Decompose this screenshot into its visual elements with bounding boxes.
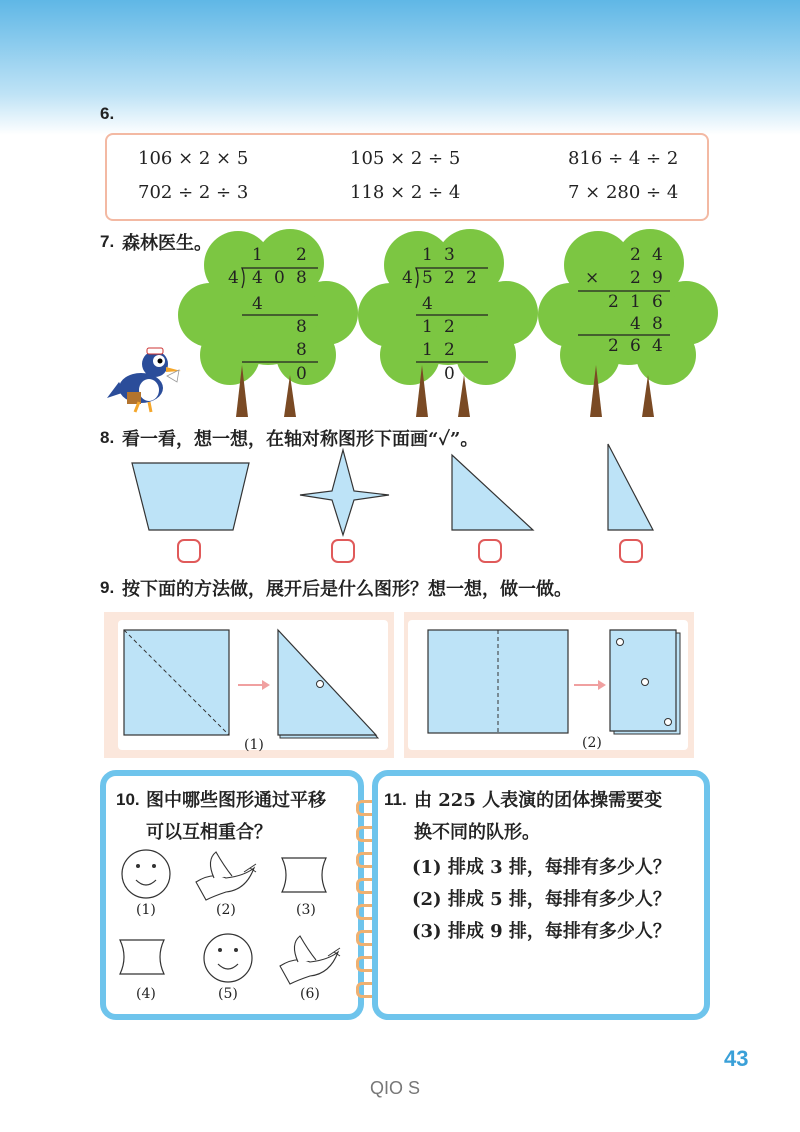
t3-op: × bbox=[585, 268, 600, 288]
q9-title: 按下面的方法做，展开后是什么图形？想一想，做一做。 bbox=[122, 579, 572, 600]
q10-label-5: (5) bbox=[218, 986, 238, 1002]
q10-line1: 图中哪些图形通过平移 bbox=[146, 790, 326, 811]
q9-number: 9. bbox=[100, 578, 115, 597]
t3-res1: 2 bbox=[608, 336, 619, 356]
q6-expr-4: 702 ÷ 2 ÷ 3 bbox=[138, 182, 249, 203]
q11-line1: 由 225 人表演的团体操需要变 bbox=[414, 790, 663, 811]
t2-step3a: 1 bbox=[422, 340, 433, 360]
t2-d3: 2 bbox=[466, 268, 477, 288]
q6-number: 6. bbox=[100, 104, 115, 123]
t3-top1: 2 bbox=[630, 245, 641, 265]
t1-step3: 8 bbox=[296, 340, 307, 360]
q10-label-6: (6) bbox=[300, 986, 320, 1002]
page-number: 43 bbox=[724, 1046, 749, 1071]
rolled-sheet-2 bbox=[120, 940, 164, 974]
q6-expr-6: 7 × 280 ÷ 4 bbox=[568, 182, 679, 203]
q7-title: 森林医生。 bbox=[122, 233, 212, 254]
q10-number: 10. bbox=[116, 790, 140, 809]
t3-r1b: 1 bbox=[630, 292, 641, 312]
rolled-sheet-1 bbox=[282, 858, 326, 892]
t2-remainder: 0 bbox=[444, 364, 455, 384]
q11-sub-1: (1) 排成 3 排，每排有多少人？ bbox=[412, 857, 671, 878]
t3-r1a: 2 bbox=[608, 292, 619, 312]
dove-1 bbox=[196, 852, 256, 900]
dove-2 bbox=[280, 936, 340, 984]
t1-q1: 1 bbox=[252, 245, 263, 265]
q7-number: 7. bbox=[100, 232, 115, 251]
t1-d2: 0 bbox=[274, 268, 285, 288]
watermark-text: QIO S bbox=[370, 1078, 421, 1098]
t3-r2a: 4 bbox=[630, 314, 641, 334]
smiley-face-1 bbox=[122, 850, 170, 898]
q8-title: 看一看，想一想，在轴对称图形下面画“✓”。 bbox=[122, 429, 479, 450]
t3-res3: 4 bbox=[652, 336, 663, 356]
t2-step3b: 2 bbox=[444, 340, 455, 360]
q10-label-3: (3) bbox=[296, 902, 316, 918]
t3-m1: 2 bbox=[630, 268, 641, 288]
t2-step2a: 1 bbox=[422, 317, 433, 337]
t3-res2: 6 bbox=[630, 336, 641, 356]
q10-line2: 可以互相重合？ bbox=[146, 822, 272, 843]
t3-r1c: 6 bbox=[652, 292, 663, 312]
q8-number: 8. bbox=[100, 428, 115, 447]
t1-q2: 2 bbox=[296, 245, 307, 265]
t1-d1: 4 bbox=[252, 268, 263, 288]
t1-remainder: 0 bbox=[296, 364, 307, 384]
t2-divisor: 4 bbox=[402, 268, 413, 288]
t1-divisor: 4 bbox=[228, 268, 239, 288]
q10-label-2: (2) bbox=[216, 902, 236, 918]
q6-expr-2: 105 × 2 ÷ 5 bbox=[350, 148, 461, 169]
t2-q2: 3 bbox=[444, 245, 455, 265]
q11-sub-2: (2) 排成 5 排，每排有多少人？ bbox=[412, 889, 671, 910]
t2-d1: 5 bbox=[422, 268, 433, 288]
q6-expr-3: 816 ÷ 4 ÷ 2 bbox=[568, 148, 679, 169]
t2-step1: 4 bbox=[422, 294, 433, 314]
q9-label-2: (2) bbox=[582, 735, 602, 751]
t2-d2: 2 bbox=[444, 268, 455, 288]
t1-step1: 4 bbox=[252, 294, 263, 314]
q6-expr-1: 106 × 2 × 5 bbox=[138, 148, 249, 169]
t1-step2: 8 bbox=[296, 317, 307, 337]
q11-number: 11. bbox=[384, 790, 407, 809]
q6-expr-5: 118 × 2 ÷ 4 bbox=[350, 182, 461, 203]
q9-label-1: (1) bbox=[244, 737, 264, 753]
q11-sub-3: (3) 排成 9 排，每排有多少人？ bbox=[412, 921, 671, 942]
t2-step2b: 2 bbox=[444, 317, 455, 337]
smiley-face-2 bbox=[204, 934, 252, 982]
t2-q1: 1 bbox=[422, 245, 433, 265]
q10-label-4: (4) bbox=[136, 986, 156, 1002]
t3-m2: 9 bbox=[652, 268, 663, 288]
t1-d3: 8 bbox=[296, 268, 307, 288]
t3-r2b: 8 bbox=[652, 314, 663, 334]
q11-line2: 换不同的队形。 bbox=[414, 822, 540, 843]
q10-label-1: (1) bbox=[136, 902, 156, 918]
t3-top2: 4 bbox=[652, 245, 663, 265]
